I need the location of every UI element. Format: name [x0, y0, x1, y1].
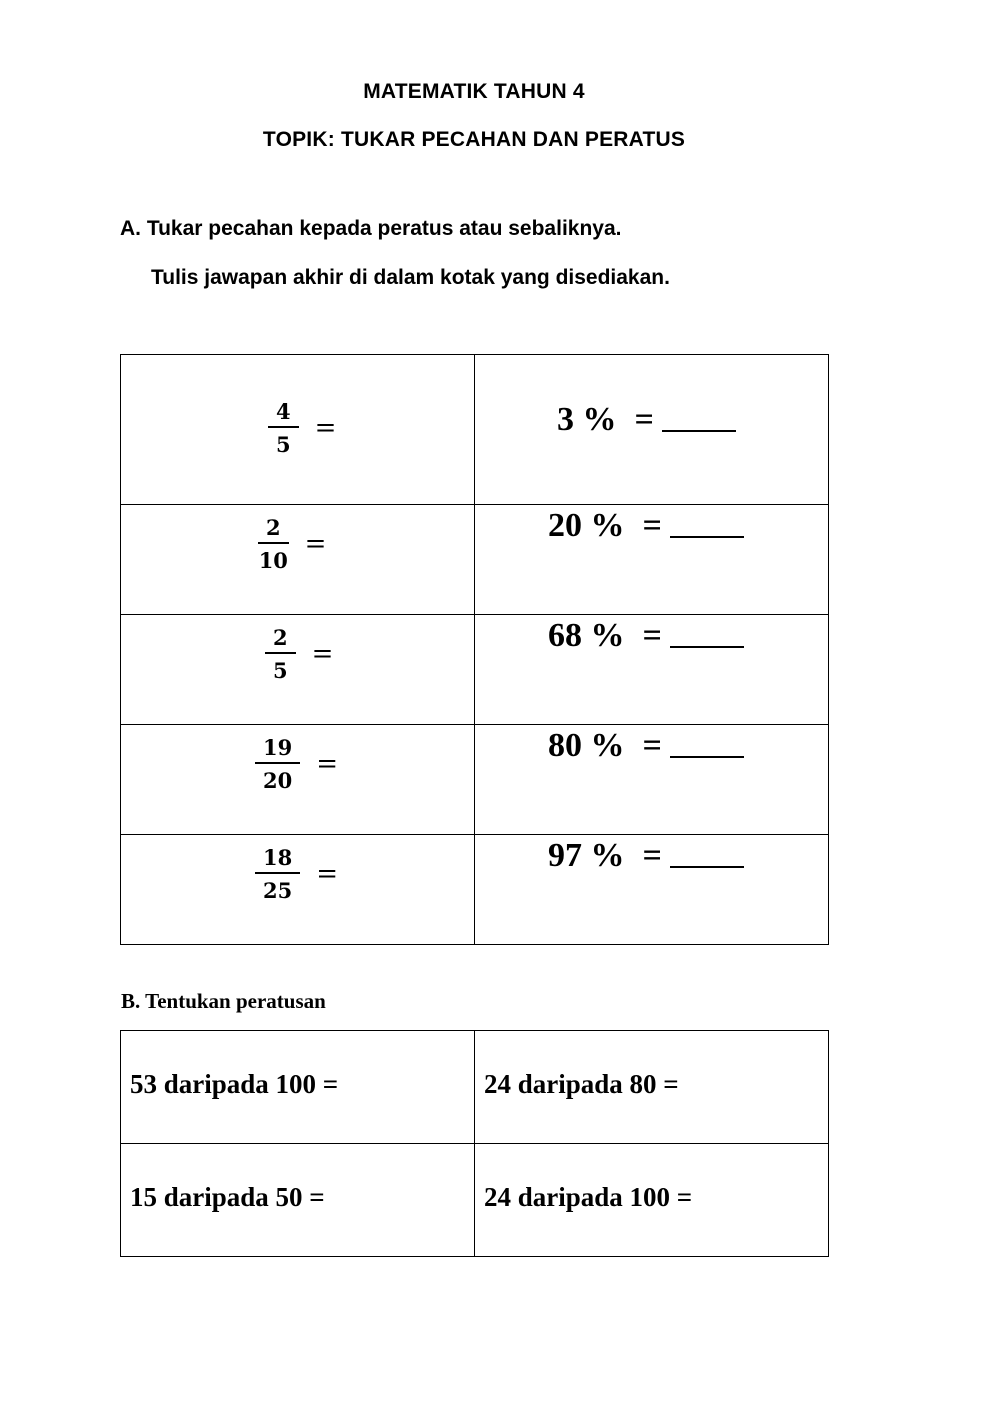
table-row	[121, 1031, 829, 1144]
percent-cell[interactable]	[475, 505, 829, 615]
fraction	[258, 517, 289, 571]
equals-sign: =	[316, 749, 339, 779]
fraction-cell[interactable]	[121, 505, 475, 615]
topic-title: TOPIK: TUKAR PECAHAN DAN PERATUS	[262, 128, 686, 151]
question-text: 24 daripada 100 =	[484, 1181, 693, 1212]
fraction	[268, 401, 299, 455]
percent-value: 20 %	[548, 507, 625, 544]
equals-sign: =	[314, 413, 337, 443]
equals-sign: =	[642, 507, 662, 544]
percent-expression	[548, 617, 744, 655]
fraction-expression	[268, 401, 336, 455]
fraction	[255, 847, 300, 901]
answer-blank[interactable]	[670, 865, 744, 868]
percent-expression	[548, 727, 744, 765]
fraction-expression	[258, 517, 326, 571]
fraction	[265, 627, 296, 681]
equals-sign: =	[642, 837, 662, 874]
fraction-expression	[255, 847, 338, 901]
percent-cell[interactable]	[475, 725, 829, 835]
equals-sign: =	[316, 859, 339, 889]
denominator: 25	[263, 878, 293, 903]
section-b-title: B. Tentukan peratusan	[121, 989, 326, 1013]
percent-value: 68 %	[548, 617, 625, 654]
section-b-table	[120, 1030, 829, 1257]
section-a-instruction: A. Tukar pecahan kepada peratus atau sebaliknya.	[120, 217, 622, 240]
question-cell[interactable]	[475, 1144, 829, 1257]
denominator: 5	[276, 432, 291, 457]
numerator: 2	[265, 627, 296, 654]
percent-expression	[548, 507, 744, 545]
percent-value: 3 %	[557, 401, 617, 438]
fraction-cell[interactable]	[121, 355, 475, 505]
section-a-subinstruction: Tulis jawapan akhir di dalam kotak yang disediakan.	[151, 266, 670, 289]
percent-cell[interactable]	[475, 615, 829, 725]
numerator: 19	[255, 737, 300, 764]
percent-value: 80 %	[548, 727, 625, 764]
equals-sign: =	[304, 529, 327, 559]
question-cell[interactable]	[121, 1031, 475, 1144]
numerator: 4	[268, 401, 299, 428]
fraction-cell[interactable]	[121, 725, 475, 835]
table-row	[121, 505, 829, 615]
equals-sign: =	[642, 727, 662, 764]
answer-blank[interactable]	[662, 429, 736, 432]
table-row	[121, 1144, 829, 1257]
section-a-table	[120, 354, 829, 945]
fraction-expression	[265, 627, 333, 681]
denominator: 10	[258, 548, 288, 573]
question-cell[interactable]	[121, 1144, 475, 1257]
equals-sign: =	[311, 639, 334, 669]
fraction-cell[interactable]	[121, 835, 475, 945]
page-title: MATEMATIK TAHUN 4	[363, 80, 585, 103]
table-row	[121, 835, 829, 945]
percent-expression	[557, 401, 736, 439]
table-row	[121, 725, 829, 835]
numerator: 2	[258, 517, 289, 544]
table-row	[121, 355, 829, 505]
denominator: 20	[263, 768, 293, 793]
fraction-expression	[255, 737, 338, 791]
percent-value: 97 %	[548, 837, 625, 874]
answer-blank[interactable]	[670, 535, 744, 538]
denominator: 5	[273, 658, 288, 683]
equals-sign: =	[642, 617, 662, 654]
percent-cell[interactable]	[475, 355, 829, 505]
question-cell[interactable]	[475, 1031, 829, 1144]
numerator: 18	[255, 847, 300, 874]
answer-blank[interactable]	[670, 645, 744, 648]
question-text: 24 daripada 80 =	[484, 1068, 679, 1099]
percent-expression	[548, 837, 744, 875]
equals-sign: =	[634, 401, 654, 438]
table-row	[121, 615, 829, 725]
percent-cell[interactable]	[475, 835, 829, 945]
answer-blank[interactable]	[670, 755, 744, 758]
fraction-cell[interactable]	[121, 615, 475, 725]
question-text: 53 daripada 100 =	[130, 1068, 339, 1099]
fraction	[255, 737, 300, 791]
question-text: 15 daripada 50 =	[130, 1181, 325, 1212]
